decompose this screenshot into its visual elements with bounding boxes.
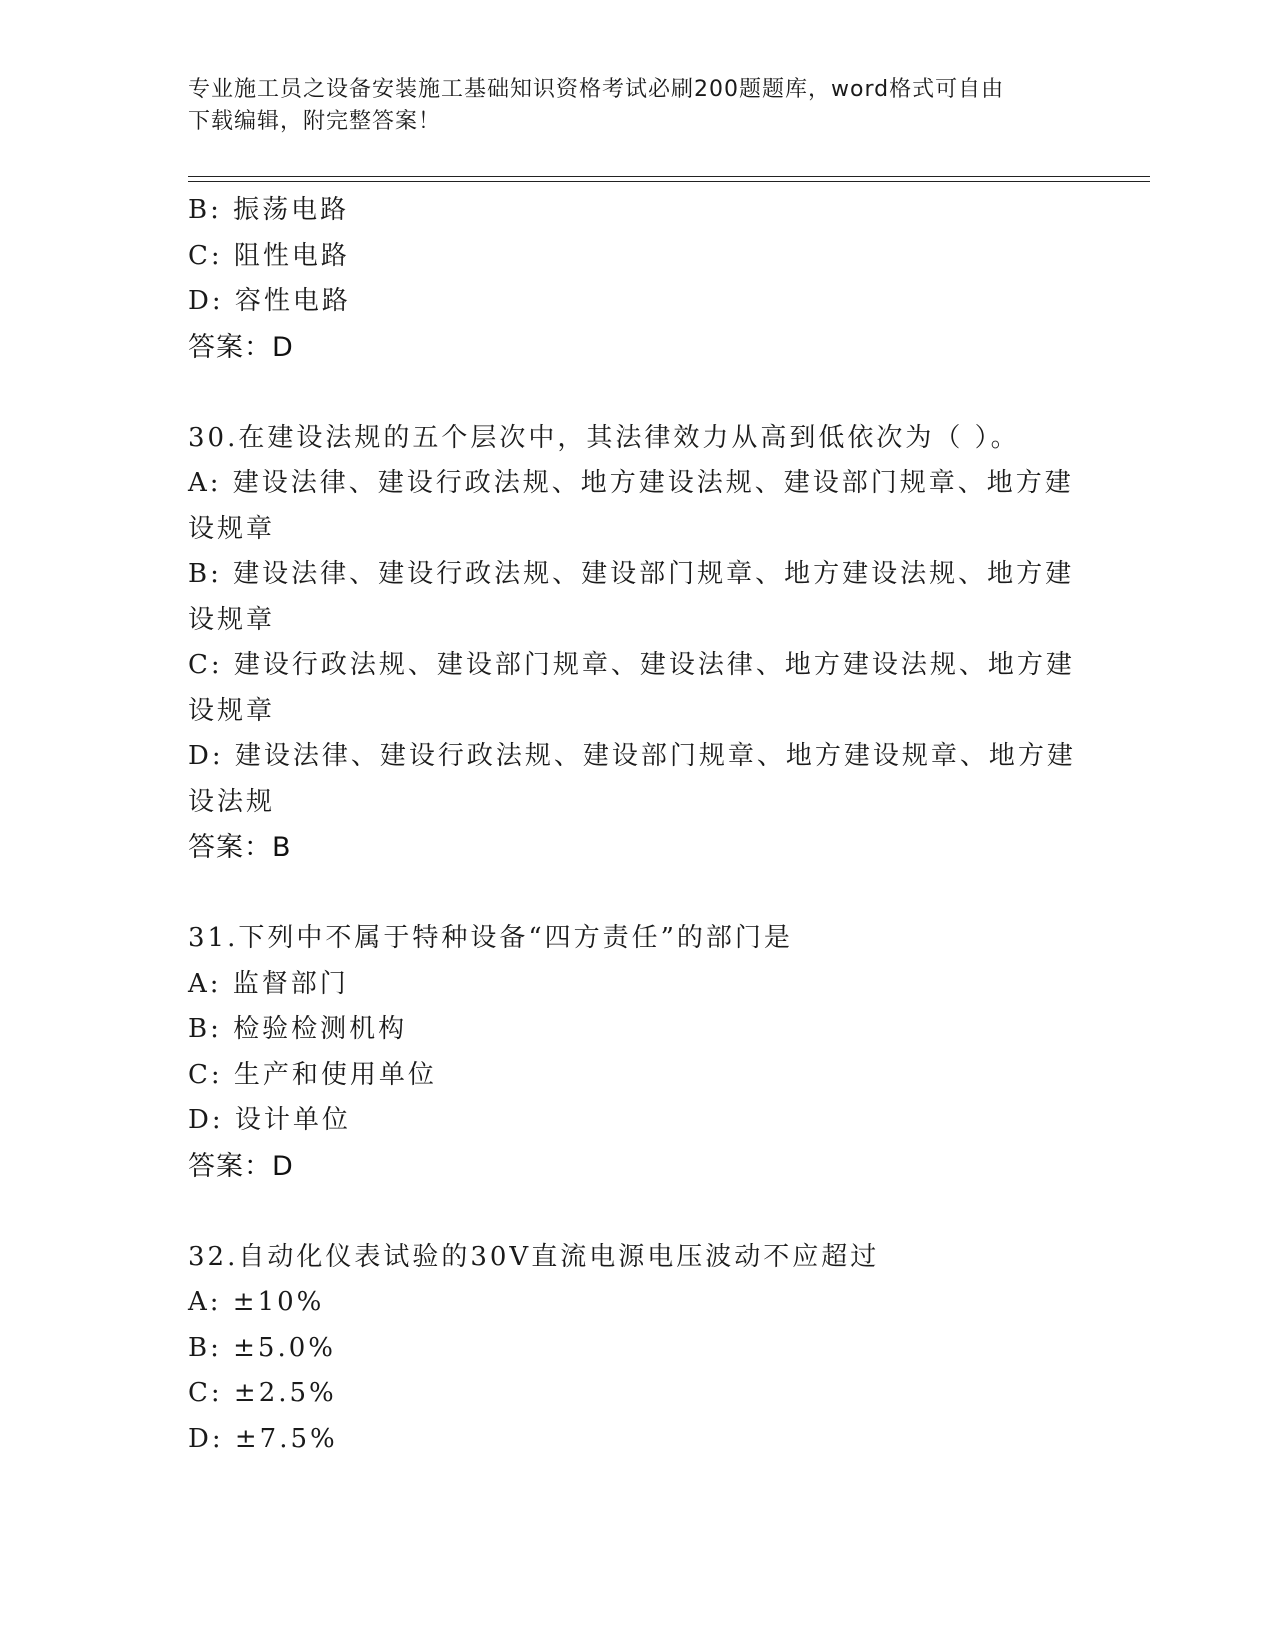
spacer <box>188 370 1088 416</box>
option-c: C: ±2.5% <box>188 1378 337 1408</box>
document-body <box>188 188 1088 1462</box>
option-d: D: 容性电路 <box>188 286 351 316</box>
header-divider-top <box>188 176 1150 177</box>
header-title-line-2: 下载编辑，附完整答案！ <box>188 109 442 134</box>
question-31 <box>188 916 1088 1189</box>
question-30 <box>188 416 1088 871</box>
question-text: 31.下列中不属于特种设备“四方责任”的部门是 <box>188 923 793 953</box>
document-header <box>188 74 1088 138</box>
option-b-line-2: 设规章 <box>188 604 276 635</box>
question-32 <box>188 1235 1088 1463</box>
option-c-line-2: 设规章 <box>188 695 276 726</box>
question-text: 30.在建设法规的五个层次中，其法律效力从高到低依次为（ ）。 <box>188 422 1020 453</box>
option-c: C: 阻性电路 <box>188 240 350 271</box>
answer-label: 答案：D <box>188 1150 294 1182</box>
question-29-continued <box>188 188 1088 370</box>
spacer <box>188 1189 1088 1235</box>
option-a-line-2: 设规章 <box>188 513 276 544</box>
option-b: B: 检验检测机构 <box>188 1014 408 1044</box>
option-d-line-1: D: 建设法律、建设行政法规、建设部门规章、地方建设规章、地方建 <box>188 741 1076 771</box>
option-a: A: ±10% <box>188 1287 325 1317</box>
option-c: C: 生产和使用单位 <box>188 1059 437 1090</box>
header-title-line-1: 专业施工员之设备安装施工基础知识资格考试必刷200题题库，word格式可自由 <box>188 77 1005 102</box>
option-d-line-2: 设法规 <box>188 786 276 817</box>
question-text: 32.自动化仪表试验的30V直流电源电压波动不应超过 <box>188 1241 880 1272</box>
option-d: D: 设计单位 <box>188 1105 351 1135</box>
header-divider-bottom <box>188 181 1150 182</box>
option-c-line-1: C: 建设行政法规、建设部门规章、建设法律、地方建设法规、地方建 <box>188 650 1075 680</box>
option-b: B: 振荡电路 <box>188 195 350 225</box>
option-a: A: 监督部门 <box>188 968 349 999</box>
option-d: D: ±7.5% <box>188 1423 338 1454</box>
answer-label: 答案：B <box>188 832 292 863</box>
answer-label: 答案：D <box>188 331 294 363</box>
spacer <box>188 871 1088 917</box>
option-b-line-1: B: 建设法律、建设行政法规、建设部门规章、地方建设法规、地方建 <box>188 559 1075 589</box>
option-a-line-1: A: 建设法律、建设行政法规、地方建设法规、建设部门规章、地方建 <box>188 468 1074 498</box>
option-b: B: ±5.0% <box>188 1332 336 1363</box>
